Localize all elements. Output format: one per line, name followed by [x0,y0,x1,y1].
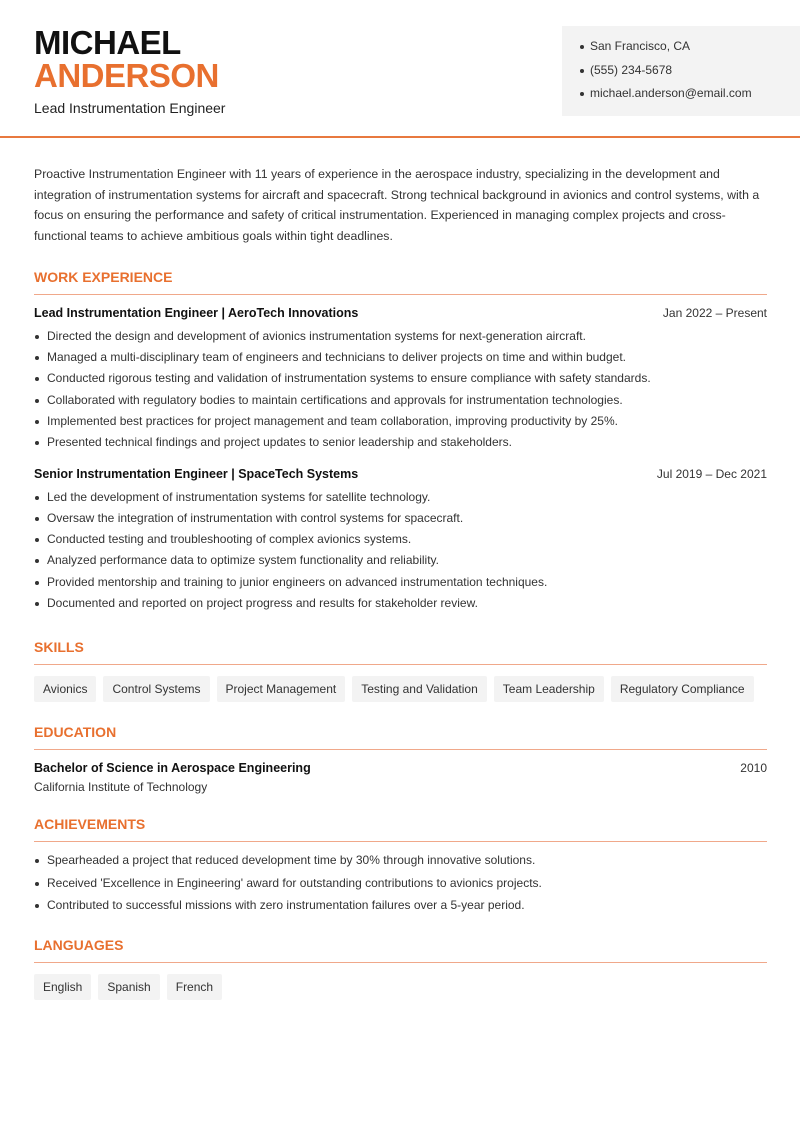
list-item: Collaborated with regulatory bodies to maintain certifications and approvals for instrumentation technologies. [34,393,767,414]
skill-tag: Project Management [217,676,346,702]
summary: Proactive Instrumentation Engineer with 11 years of experience in the aerospace industry, specializing in the development and integration of instrumentation systems for aircraft and spacecraft. Strong technical background in avionics and control systems, with a focus on ensuring the performance and safety of critical instrumentation. Experienced in managing complex projects and cross-functional teams to achieve ambitious goals within tight deadlines. [34,167,760,244]
skill-tag: Regulatory Compliance [611,676,754,702]
language-tag: French [167,974,222,1000]
list-item: Presented technical findings and project updates to senior leadership and stakeholders. [34,435,767,456]
job-dates: Jul 2019 – Dec 2021 [656,466,767,481]
list-item: Spearheaded a project that reduced development time by 30% through innovative solutions. [34,853,767,876]
section-title-languages: LANGUAGES [34,937,767,963]
section-title-achievements: ACHIEVEMENTS [34,816,767,842]
section-title-education: EDUCATION [34,724,767,750]
list-item: Conducted testing and troubleshooting of complex avionics systems. [34,532,767,553]
list-item: Managed a multi-disciplinary team of engineers and technicians to deliver projects on time and within budget. [34,350,767,371]
languages-list [34,974,767,1000]
list-item: Received 'Excellence in Engineering' award for outstanding contributions to avionics projects. [34,876,767,899]
skill-tag: Control Systems [103,676,209,702]
job-role: Lead Instrumentation Engineer | AeroTech Innovations [34,305,359,320]
contact-location: San Francisco, CA [580,39,800,63]
language-tag: Spanish [98,974,159,1000]
job-1 [34,306,767,457]
skills-list [34,676,767,702]
job-role: Senior Instrumentation Engineer | SpaceTech Systems [34,466,359,481]
list-item: Directed the design and development of avionics instrumentation systems for next-generation aircraft. [34,329,767,350]
section-title-skills: SKILLS [34,639,767,665]
list-item: Implemented best practices for project management and team collaboration, improving productivity by 25%. [34,414,767,435]
contact-phone: (555) 234-5678 [580,63,800,87]
job-2 [34,467,767,618]
contact-email[interactable]: michael.anderson@email.com [580,86,800,110]
graduation-year: 2010 [740,761,767,776]
list-item: Conducted rigorous testing and validation of instrumentation systems to ensure compliance with safety standards. [34,371,767,392]
list-item: Documented and reported on project progress and results for stakeholder review. [34,596,767,617]
school: California Institute of Technology [34,780,208,795]
list-item: Oversaw the integration of instrumentation with control systems for spacecraft. [34,511,767,532]
section-title-work: WORK EXPERIENCE [34,269,767,295]
list-item: Analyzed performance data to optimize system functionality and reliability. [34,553,767,574]
job-dates: Jan 2022 – Present [662,305,767,320]
first-name: MICHAEL [34,24,181,61]
list-item: Provided mentorship and training to junior engineers on advanced instrumentation techniques. [34,575,767,596]
last-name: ANDERSON [34,57,219,94]
list-item: Led the development of instrumentation systems for satellite technology. [34,490,767,511]
skill-tag: Avionics [34,676,96,702]
language-tag: English [34,974,91,1000]
job-title: Lead Instrumentation Engineer [34,100,226,116]
skill-tag: Testing and Validation [352,676,487,702]
contact-box [562,26,800,116]
skill-tag: Team Leadership [494,676,604,702]
degree: Bachelor of Science in Aerospace Engineering [34,761,311,776]
resume-header [0,0,800,138]
list-item: Contributed to successful missions with zero instrumentation failures over a 5-year period. [34,898,767,921]
